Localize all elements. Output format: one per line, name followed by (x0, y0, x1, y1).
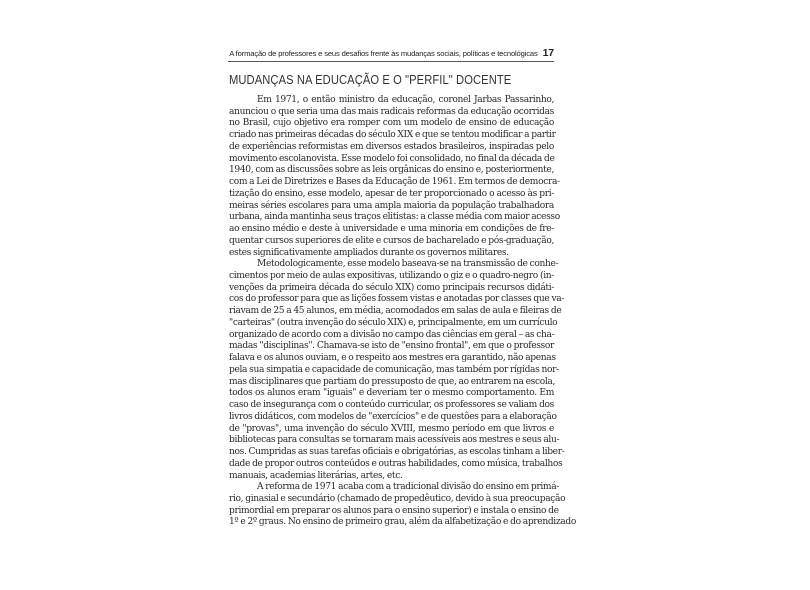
body-text (229, 95, 576, 529)
section-title: MUDANÇAS NA EDUCAÇÃO E O "PERFIL" DOCENTE (229, 72, 512, 87)
text-line: bibliotecas para consultas se tornaram mais acessíveis aos mestres e seus alu- (229, 435, 560, 446)
text-line: no Brasil, cujo objetivo era romper com um modelo de ensino de educação (229, 118, 554, 129)
text-line: dade de propor outros conteúdos e outras habilidades, como música, trabalhos (229, 458, 563, 469)
text-line: madas "disciplinas". Chamava-se isto de "ensino frontal", em que o professor (229, 341, 554, 352)
text-line: todos os alunos eram "iguais" e deveriam ter o mesmo comportamento. Em (229, 388, 554, 399)
text-line: rio, ginasial e secundário (chamado de propedêutico, devido à sua preocupação (229, 493, 566, 504)
text-line: manuais, academias literárias, artes, etc. (229, 470, 403, 481)
text-line: A reforma de 1971 acaba com a tradicional divisão do ensino em primá- (257, 482, 559, 493)
running-title: A formação de professores e seus desafios frente às mudanças sociais, políticas e tecnológicas (229, 49, 538, 58)
paragraph (229, 259, 565, 482)
text-line: urbana, ainda mantinha seus traços elitistas: a classe média com maior acesso (229, 212, 560, 223)
text-line: organizado de acordo com a divisão no campo das ciências em geral – as cha- (229, 329, 555, 340)
text-line: livros didáticos, com modelos de "exercícios" e de questões para a elaboração (229, 411, 557, 422)
text-line: Em 1971, o então ministro da educação, coronel Jarbas Passarinho, (257, 95, 554, 105)
text-line: primordial em preparar os alunos para o ensino superior) e instala o ensino de (229, 505, 559, 516)
text-line: cos do professor para que as lições fossem vistas e anotadas por classes que va- (229, 294, 565, 305)
paragraph (229, 482, 576, 529)
paragraph (229, 95, 560, 259)
text-line: caso de insegurança com o conteúdo curricular, os professores se valiam dos (229, 400, 554, 411)
text-line: movimento escolanovista. Esse modelo foi consolidado, no final da década de (229, 153, 555, 164)
text-line: pela sua simpatia e capacidade de comunicação, mas também por rígidas nor- (229, 364, 559, 375)
text-line: cimentos por meio de aulas expositivas, utilizando o giz e o quadro-negro (in- (229, 271, 554, 282)
text-line: Metodologicamente, esse modelo baseava-se na transmissão de conhe- (257, 259, 559, 270)
text-line: quentar cursos superiores de elite e cursos de bacharelado e pós-graduação, (229, 235, 554, 246)
running-header (228, 47, 554, 62)
text-line: estes significativamente ampliados durante os governos militares. (229, 247, 509, 258)
text-line: nos. Cumpridas as suas tarefas oficiais e obrigatórias, as escolas tinham a liber- (229, 447, 565, 458)
text-line: "carteiras" (outra invenção do século XIX) e, principalmente, em um currículo (229, 317, 558, 328)
text-line: anunciou o que seria uma das mais radicais reformas da educação ocorridas (229, 106, 554, 117)
text-line: de experiências reformistas em diversos estados brasileiros, inspiradas pelo (229, 141, 554, 152)
text-line: meiras séries escolares para uma ampla maioria da população trabalhadora (229, 200, 554, 211)
text-line: criado nas primeiras décadas do século XIX e que se tentou modificar a partir (229, 130, 556, 141)
text-line: 1º e 2º graus. No ensino de primeiro grau, além da alfabetização e do aprendizado (229, 517, 576, 528)
text-line: riavam de 25 a 45 alunos, em média, acomodados em salas de aula e fileiras de (229, 306, 562, 317)
text-line: 1940, com as discussões sobre as leis orgânicas do ensino e, posteriormente, (229, 165, 554, 176)
page-number: 17 (542, 47, 554, 59)
text-line: venções da primeira década do século XIX) como principais recursos didáti- (229, 282, 554, 293)
text-line: mas disciplinares que partiam do pressuposto de que, ao entrarem na escola, (229, 376, 556, 387)
text-line: falava e os alunos ouviam, e o respeito aos mestres era garantido, não apenas (229, 353, 556, 364)
text-line: ao ensino médio e deste à universidade e uma minoria em condições de fre- (229, 224, 554, 235)
text-line: tização do ensino, esse modelo, apesar de ter proporcionado o acesso às pri- (229, 188, 554, 199)
text-line: de "provas", uma invenção do século XVIII, mesmo período em que livros e (229, 423, 554, 434)
text-line: com a Lei de Diretrizes e Bases da Educação de 1961. Em termos de democra- (229, 177, 560, 188)
